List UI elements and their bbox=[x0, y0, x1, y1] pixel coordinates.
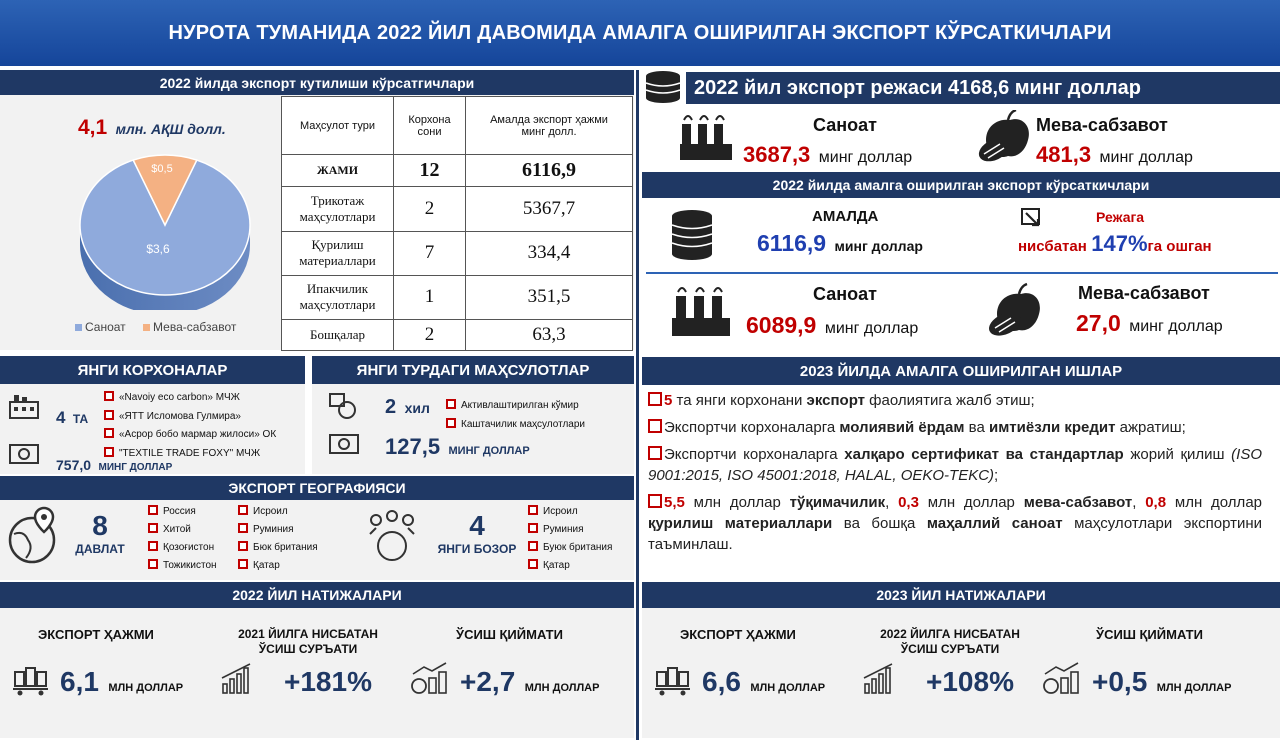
list-item: Бюк британия bbox=[238, 539, 318, 557]
table-row: Бошқалар 2 63,3 bbox=[282, 320, 633, 351]
markets-count: 4 ЯНГИ БОЗОР bbox=[437, 510, 517, 556]
coins-stack-icon bbox=[668, 208, 716, 262]
actual-value: 6116,9 минг доллар bbox=[757, 230, 923, 256]
factory-icon bbox=[670, 282, 732, 338]
expectation-header: 2022 йилда экспорт кутилиши кўрсатгичлари bbox=[0, 70, 634, 95]
results-2023-label-value: ЎСИШ ҚИЙМАТИ bbox=[1096, 627, 1203, 642]
new-firms-value: 757,0 МИНГ ДОЛЛАР bbox=[56, 457, 173, 473]
products-icon bbox=[328, 392, 358, 420]
list-item: Исроил bbox=[238, 503, 318, 521]
list-item: «ЯТТ Исломова Гулмира» bbox=[104, 408, 276, 427]
list-item: Руминия bbox=[238, 521, 318, 539]
table-row: Трикотаж маҳсулотлари 2 5367,7 bbox=[282, 187, 633, 231]
list-item: «Асрор бобо мармар жилоси» ОК bbox=[104, 426, 276, 445]
money-icon bbox=[328, 432, 360, 458]
boxes-cart-icon bbox=[654, 662, 692, 696]
plan-ratio: нисбатан 147%га ошган bbox=[1018, 231, 1212, 256]
money-icon bbox=[8, 442, 40, 468]
countries-count: 8 ДАВЛАТ bbox=[75, 510, 125, 556]
table-row: Қурилиш материаллари 7 334,4 bbox=[282, 231, 633, 275]
coins-growth-icon bbox=[410, 662, 450, 696]
actual-industry-value: 6089,9 минг доллар bbox=[746, 312, 919, 338]
pie-label-fruit: $0,5 bbox=[151, 163, 173, 175]
new-products-list bbox=[446, 396, 585, 434]
coins-stack-icon bbox=[642, 70, 684, 104]
list-item: Хитой bbox=[148, 521, 217, 539]
expected-total: 4,1 млн. АҚШ долл. bbox=[78, 116, 226, 139]
legend-industry: Саноат bbox=[85, 320, 126, 334]
coins-growth-icon bbox=[1042, 662, 1082, 696]
list-item: Тожикистон bbox=[148, 557, 217, 575]
actual-fruit-value: 27,0 минг доллар bbox=[1076, 310, 1223, 336]
list-item: 5,5 млн доллар тўқимачилик, 0,3 млн доллар мева-сабзавот, 0,8 млн доллар қурилиш материаллари ва бошқа маҳаллий саноат маҳсулотлари экспортини таъминлаш. bbox=[648, 494, 1262, 553]
growth-chart-icon bbox=[862, 662, 898, 696]
page-title: НУРОТА ТУМАНИДА 2022 ЙИЛ ДАВОМИДА АМАЛГА ОШИРИЛГАН ЭКСПОРТ КЎРСАТКИЧЛАРИ bbox=[0, 0, 1280, 66]
markets-list bbox=[528, 503, 612, 575]
list-item: "TEXTILE TRADE FOXY" МЧЖ bbox=[104, 445, 276, 464]
results-2022-label-growth: 2021 ЙИЛГА НИСБАТАН ЎСИШ СУРЪАТИ bbox=[238, 627, 378, 656]
actual-industry-label: Саноат bbox=[813, 284, 877, 304]
new-firms-count: 4 ТА bbox=[56, 408, 89, 427]
plan-fruit-label: Мева-сабзавот bbox=[1036, 115, 1168, 135]
factory-icon bbox=[678, 110, 734, 162]
list-item: Экспортчи корхоналарга халқаро сертификат ва стандартлар жорий қилиш (ISO 9001:2015, ISO 45001:2018, HALAL, OEKO-TEKС); bbox=[648, 446, 1263, 484]
legend-fruit: Мева-сабзавот bbox=[153, 320, 237, 334]
new-products-value: 127,5 МИНГ ДОЛЛАР bbox=[385, 434, 530, 459]
new-firms-list bbox=[104, 389, 276, 463]
results-2023-label-growth: 2022 ЙИЛГА НИСБАТАН ЎСИШ СУРЪАТИ bbox=[880, 627, 1020, 656]
center-divider bbox=[636, 70, 639, 740]
list-item: «Navoiy eco carbon» МЧЖ bbox=[104, 389, 276, 408]
geography-header: ЭКСПОРТ ГЕОГРАФИЯСИ bbox=[0, 476, 634, 500]
results-2022-increase: +2,7 МЛН ДОЛЛАР bbox=[460, 666, 600, 697]
results-2022-label-value: ЎСИШ ҚИЙМАТИ bbox=[456, 627, 563, 642]
plan-industry-label: Саноат bbox=[813, 115, 877, 135]
arrow-box-icon bbox=[1020, 207, 1044, 229]
new-firms-header: ЯНГИ КОРХОНАЛАР bbox=[0, 356, 305, 384]
results-2023-increase: +0,5 МЛН ДОЛЛАР bbox=[1092, 666, 1232, 697]
countries-list-1 bbox=[148, 503, 217, 575]
divider-line bbox=[646, 272, 1278, 274]
plan-fruit-value: 481,3 минг доллар bbox=[1036, 142, 1193, 167]
globe-pin-icon bbox=[4, 504, 64, 566]
new-products-count: 2 хил bbox=[385, 396, 430, 418]
results-2023-growth: +108% bbox=[926, 666, 1014, 697]
list-item: Қатар bbox=[238, 557, 318, 575]
results-2023-header: 2023 ЙИЛ НАТИЖАЛАРИ bbox=[642, 582, 1280, 608]
results-2022-growth: +181% bbox=[284, 666, 372, 697]
table-row: ЖАМИ 12 6116,9 bbox=[282, 155, 633, 187]
work-2023-list bbox=[648, 390, 1262, 555]
list-item: Исроил bbox=[528, 503, 612, 521]
results-2022-header: 2022 ЙИЛ НАТИЖАЛАРИ bbox=[0, 582, 634, 608]
countries-list-2 bbox=[238, 503, 318, 575]
list-item: Активлаштирилган кўмир bbox=[446, 396, 585, 415]
pie-legend bbox=[75, 320, 236, 334]
boxes-cart-icon bbox=[12, 662, 50, 696]
plan-header: 2022 йил экспорт режаси 4168,6 минг доллар bbox=[686, 72, 1280, 104]
work-2023-header: 2023 ЙИЛДА АМАЛГА ОШИРИЛГАН ИШЛАР bbox=[642, 357, 1280, 385]
factory-icon bbox=[8, 392, 40, 420]
pie-chart bbox=[60, 150, 270, 310]
growth-chart-icon bbox=[220, 662, 256, 696]
market-globe-icon bbox=[366, 510, 418, 566]
actual-header: 2022 йилда амалга оширилган экспорт кўрсаткичлари bbox=[642, 172, 1280, 198]
pie-label-industry: $3,6 bbox=[146, 242, 170, 256]
table-header-row: Маҳсулот тури Корхона сони Амалда экспорт ҳажми минг долл. bbox=[282, 97, 633, 155]
list-item: Руминия bbox=[528, 521, 612, 539]
fruit-vegetable-icon bbox=[976, 110, 1034, 164]
results-2023-volume: 6,6 МЛН ДОЛЛАР bbox=[702, 666, 826, 697]
list-item: Россия bbox=[148, 503, 217, 521]
actual-label: АМАЛДА bbox=[812, 208, 879, 225]
list-item: Каштачилик маҳсулотлари bbox=[446, 415, 585, 434]
results-2022-label-volume: ЭКСПОРТ ҲАЖМИ bbox=[38, 627, 154, 642]
results-2023-label-volume: ЭКСПОРТ ҲАЖМИ bbox=[680, 627, 796, 642]
list-item: 5 та янги корхонани экспорт фаолиятига жалб этиш; bbox=[648, 390, 1262, 411]
table-row: Ипакчилик маҳсулотлари 1 351,5 bbox=[282, 275, 633, 319]
list-item: Буюк британия bbox=[528, 539, 612, 557]
plan-industry-value: 3687,3 минг доллар bbox=[743, 142, 913, 167]
new-products-header: ЯНГИ ТУРДАГИ МАҲСУЛОТЛАР bbox=[312, 356, 634, 384]
plan-ratio-label: Режага bbox=[1096, 209, 1145, 225]
results-2022-volume: 6,1 МЛН ДОЛЛАР bbox=[60, 666, 184, 697]
fruit-vegetable-icon bbox=[985, 282, 1047, 338]
list-item: Экспортчи корхоналарга молиявий ёрдам ва имтиёзли кредит ажратиш; bbox=[648, 417, 1262, 438]
list-item: Қозоғистон bbox=[148, 539, 217, 557]
list-item: Қатар bbox=[528, 557, 612, 575]
actual-fruit-label: Мева-сабзавот bbox=[1078, 283, 1210, 303]
product-table bbox=[281, 96, 633, 351]
